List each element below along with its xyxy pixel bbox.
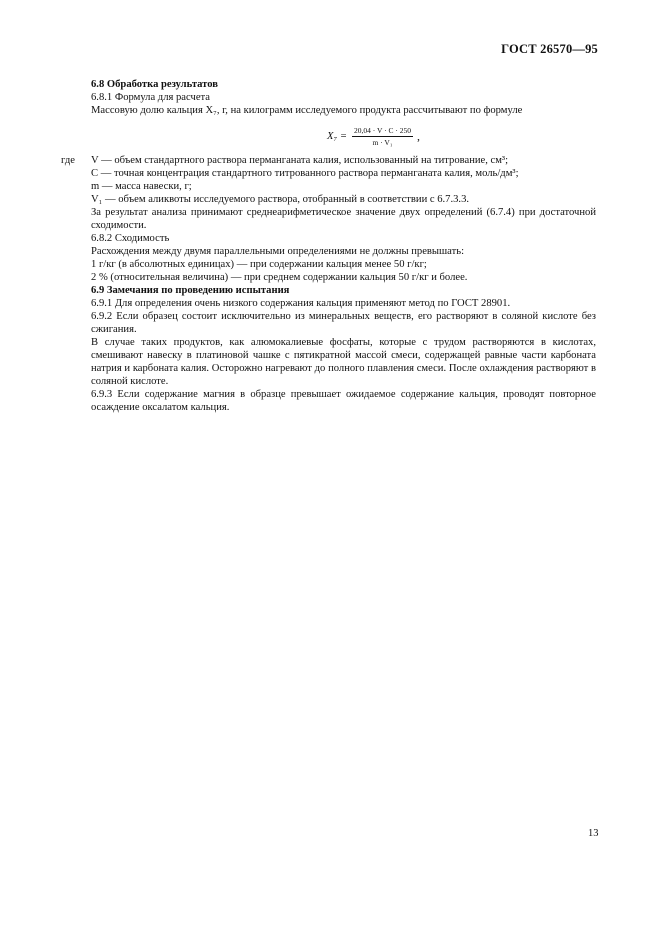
formula-denominator: m · V₁ xyxy=(372,137,393,147)
formula-trail: , xyxy=(416,128,420,143)
definition-item: V₁ — объем аликвоты исследуемого раствора, отобранный в соответствии с 6.7.3.3. xyxy=(91,194,470,205)
formula-intro: Массовую долю кальция X₇, г, на килограмм исследуемого продукта рассчитывают по формуле xyxy=(91,105,523,116)
convergence-line-3: 2 % (относительная величина) — при среднем содержании кальция 50 г/кг и более. xyxy=(91,272,468,283)
paragraph-6-9-2: 6.9.2 Если образец состоит исключительно из минеральных веществ, его растворяют в соляной кислоте без сжигания. xyxy=(91,311,596,335)
result-paragraph: За результат анализа принимают среднеарифметическое значение двух определений (6.7.4) при достаточной сходимости. xyxy=(91,207,596,231)
paragraph-6-9-3: 6.9.3 Если содержание магния в образце превышает ожидаемое содержание кальция, проводят повторное осаждение оксалатом кальция. xyxy=(91,389,596,413)
definition-item: m — масса навески, г; xyxy=(91,181,192,192)
paragraph-special-case: В случае таких продуктов, как алюмокалиевые фосфаты, которые с трудом растворяются в кислотах, смешивают навеску в платиновой чашке с пятикратной массой смеси, содержащей равные части карбоната натрия и карбоната калия. Осторожно нагревают до полного плавления смеси. После охлаждения растворяют в соляной кислоте. xyxy=(91,337,596,387)
definition-item xyxy=(61,154,596,167)
convergence-line-2: 1 г/кг (в абсолютных единицах) — при содержании кальция менее 50 г/кг; xyxy=(91,259,427,270)
section-title-6-8: 6.8 Обработка результатов xyxy=(91,79,218,90)
formula-numerator: 20,04 · V · C · 250 xyxy=(353,125,411,135)
calcium-formula xyxy=(151,121,596,151)
definition-item: C — точная концентрация стандартного титрованного раствора перманганата калия, моль/дм³; xyxy=(91,168,519,179)
subsection-6-8-2: 6.8.2 Сходимость xyxy=(91,233,170,244)
variable-definitions xyxy=(61,154,596,206)
formula-fraction xyxy=(352,126,413,147)
document-body xyxy=(61,78,596,414)
page-number: 13 xyxy=(588,828,599,839)
subsection-6-8-1: 6.8.1 Формула для расчета xyxy=(91,92,210,103)
convergence-line-1: Расхождения между двумя параллельными определениями не должны превышать: xyxy=(91,246,465,257)
paragraph-6-9-1: 6.9.1 Для определения очень низкого содержания кальция применяют метод по ГОСТ 28901. xyxy=(91,298,511,309)
definition-text: V — объем стандартного раствора перманганата калия, использованный на титрование, см³; xyxy=(91,155,509,166)
formula-lhs: X₇ = xyxy=(327,130,347,142)
where-word: где xyxy=(61,155,75,166)
section-title-6-9: 6.9 Замечания по проведению испытания xyxy=(91,285,290,296)
page-header: ГОСТ 26570—95 xyxy=(501,42,598,56)
